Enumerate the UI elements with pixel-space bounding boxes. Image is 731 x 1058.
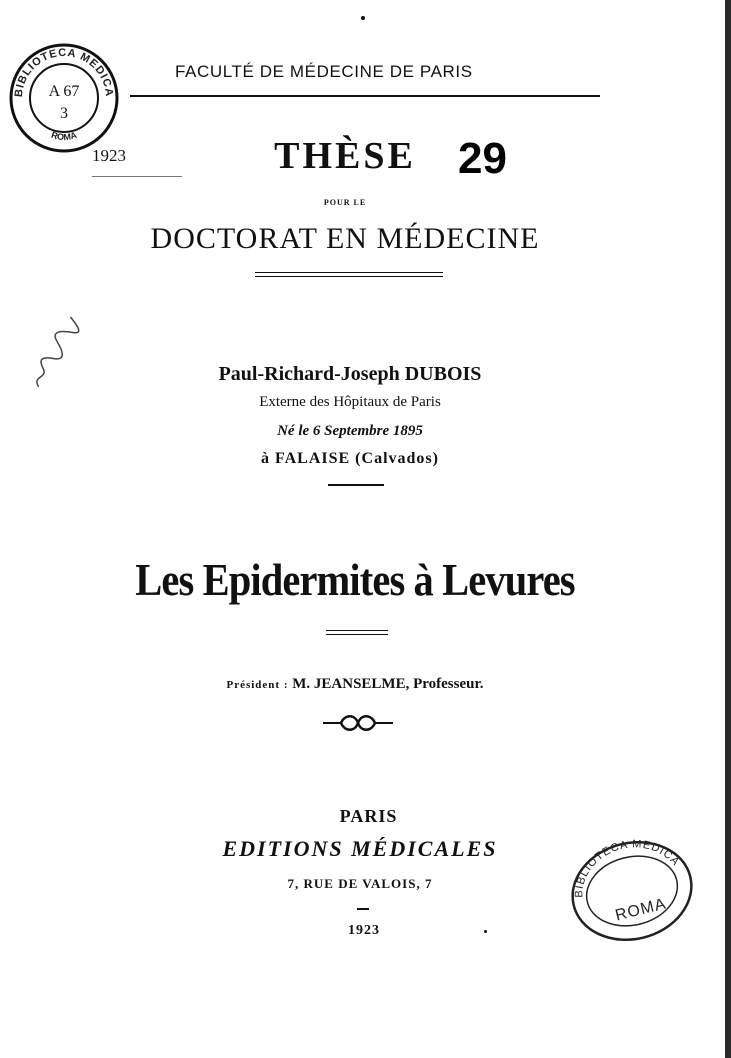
stamp2-ring-text: BIBLIOTECA MEDICA [573,838,682,898]
publisher-address: 7, RUE DE VALOIS, 7 [287,876,433,891]
library-stamp-bottom-right [566,836,698,946]
title-rule-top [326,630,388,631]
thesis-title: Les Epidermites à Levures [135,554,575,605]
double-rule-bottom [255,276,443,277]
svg-text:BIBLIOTECA MEDICA [566,836,685,901]
publisher-name: EDITIONS MÉDICALES [222,836,498,861]
ink-speck [361,16,365,20]
double-rule-top [255,272,443,273]
author-birthplace: à FALAISE (Calvados) [261,450,439,467]
president-name: M. JEANSELME, Professeur. [292,676,484,692]
faculty-heading: FACULTÉ DE MÉDECINE DE PARIS [175,62,473,81]
stamp-shelf-number: 3 [60,105,68,122]
author-position: Externe des Hôpitaux de Paris [259,394,441,410]
author-rule [328,484,384,486]
president-line [0,676,710,693]
title-rule-bottom [326,634,388,635]
publisher-city: PARIS [339,806,398,826]
page-edge-shadow [725,0,731,1058]
author-name: Paul-Richard-Joseph DUBOIS [218,363,482,385]
header-rule [130,95,600,97]
stamp-bottom-text: ROMA [49,129,79,143]
president-label: Président : [226,679,289,691]
academic-year: 1923 [92,146,126,165]
publication-year: 1923 [348,923,380,938]
stamp-ring-text: BIBLIOTECA MEDICA [12,46,116,98]
ornament-divider [321,712,395,734]
publisher-dash [357,908,369,910]
these-heading: THÈSE [274,135,416,177]
thesis-number: 29 [458,134,507,183]
doctorat-heading: DOCTORAT EN MÉDECINE [150,222,540,255]
pour-le-text: POUR LE [323,198,367,207]
ink-speck [484,930,487,933]
stamp2-center-text: ROMA [613,895,669,925]
stamp-shelf-mark: A 67 [48,83,80,100]
author-birth: Né le 6 Septembre 1895 [277,423,423,439]
